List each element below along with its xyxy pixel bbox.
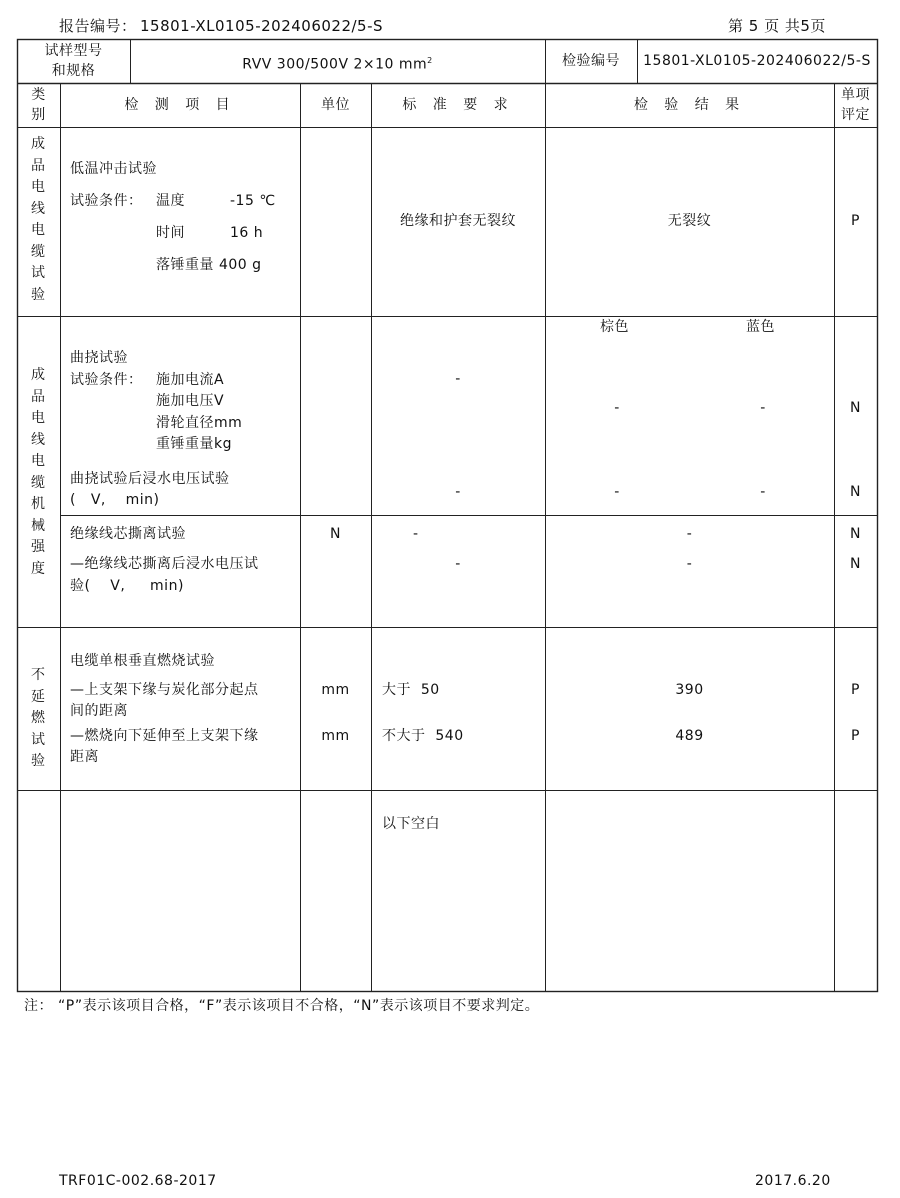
sec3-item2-unit: mm bbox=[321, 728, 350, 744]
sec2-tear-voltage-verdict: N bbox=[850, 556, 861, 572]
sec2-voltage-standard: - bbox=[455, 484, 461, 500]
sec3-item1-standard: 大于 50 bbox=[382, 682, 440, 698]
report-number-label: 报告编号： bbox=[59, 17, 137, 35]
sec2-flex-title: 曲挠试验 bbox=[70, 350, 128, 366]
sec3-item1-line1: —上支架下缘与炭化部分起点 bbox=[70, 682, 259, 698]
sec2-cond4: 重锤重量kg bbox=[156, 436, 232, 452]
sample-model-superscript: 2 bbox=[427, 56, 433, 65]
sec1-cond2-name: 时间 bbox=[156, 225, 185, 241]
sec3-item2-result: 489 bbox=[675, 728, 704, 744]
sec2-tear-verdict: N bbox=[850, 526, 861, 542]
sample-model bbox=[130, 52, 545, 74]
sec2-result-col-brown: 棕色 bbox=[600, 319, 629, 335]
form-code: TRF01C-002.68-2017 bbox=[59, 1173, 217, 1189]
sec2-flex-result-blue: - bbox=[760, 400, 766, 416]
sec2-cond2: 施加电压V bbox=[156, 393, 225, 409]
sec1-verdict: P bbox=[851, 213, 860, 229]
sec1-cond3: 落锤重量 400 g bbox=[156, 257, 262, 273]
sec3-item2-line1: —燃烧向下延伸至上支架下缘 bbox=[70, 728, 259, 744]
sample-label-line1: 试样型号 bbox=[44, 43, 103, 59]
sec2-tear-unit: N bbox=[330, 526, 341, 542]
header-verdict-line2: 评定 bbox=[841, 107, 870, 123]
sec1-title: 低温冲击试验 bbox=[70, 161, 157, 177]
sec2-tear-voltage-line1: —绝缘线芯撕离后浸水电压试 bbox=[70, 556, 259, 572]
sec2-condition-label: 试验条件： bbox=[70, 372, 143, 388]
sec2-voltage-result-brown: - bbox=[614, 484, 620, 500]
sec2-flex-result-brown: - bbox=[614, 400, 620, 416]
sec3-item2-verdict: P bbox=[851, 728, 860, 744]
header-category-line2: 别 bbox=[31, 107, 46, 123]
sec2-voltage-result-blue: - bbox=[760, 484, 766, 500]
header-unit: 单位 bbox=[321, 97, 350, 113]
report-number: 15801-XL0105-202406022/5-S bbox=[140, 17, 384, 35]
sec2-voltage-title-line1: 曲挠试验后浸水电压试验 bbox=[70, 471, 230, 487]
header-standard: 标 准 要 求 bbox=[402, 97, 514, 113]
sec2-result-col-blue: 蓝色 bbox=[746, 319, 775, 335]
header-category-line1: 类 bbox=[31, 87, 46, 103]
sec2-tear-title: 绝缘线芯撕离试验 bbox=[70, 526, 186, 542]
footnote: 注： “P”表示该项目合格，“F”表示该项目不合格，“N”表示该项目不要求判定。 bbox=[24, 998, 540, 1014]
sec1-cond1-name: 温度 bbox=[156, 193, 185, 209]
sec1-result: 无裂纹 bbox=[667, 213, 712, 229]
sec2-tear-voltage-line2: 验( V, min) bbox=[70, 578, 184, 594]
sec1-cond2-value: 16 h bbox=[230, 225, 264, 241]
sec1-cond1-value: -15 ℃ bbox=[230, 193, 276, 209]
sec3-item2-standard: 不大于 540 bbox=[382, 728, 464, 744]
header-item: 检 测 项 目 bbox=[124, 97, 236, 113]
sec2-tear-voltage-result: - bbox=[686, 556, 693, 572]
sec3-item1-result: 390 bbox=[675, 682, 704, 698]
sec2-cond1: 施加电流A bbox=[156, 372, 225, 388]
sec3-item2-line2: 距离 bbox=[70, 749, 99, 765]
section2-category: 成 品 电 线 电 缆 机 械 强 度 bbox=[31, 367, 45, 577]
sec3-item1-unit: mm bbox=[321, 682, 350, 698]
sec2-flex-verdict: N bbox=[850, 400, 861, 416]
section1-category: 成 品 电 线 电 缆 试 验 bbox=[31, 136, 45, 303]
sec3-item1-line2: 间的距离 bbox=[70, 703, 128, 719]
header-verdict-line1: 单项 bbox=[841, 87, 870, 103]
sec2-flex-standard: - bbox=[455, 371, 461, 387]
sec2-tear-result: - bbox=[686, 526, 693, 542]
sec2-tear-voltage-standard: - bbox=[455, 556, 461, 572]
sample-model-text: RVV 300/500V 2×10 mm bbox=[242, 56, 428, 73]
sec2-voltage-title-line2: ( V, min) bbox=[70, 492, 160, 508]
inspection-number-label: 检验编号 bbox=[562, 53, 620, 69]
inspection-number: 15801-XL0105-202406022/5-S bbox=[643, 53, 871, 69]
page-indicator: 第 5 页 共5页 bbox=[728, 17, 826, 35]
sec2-cond3: 滑轮直径mm bbox=[156, 415, 243, 431]
header-result: 检 验 结 果 bbox=[633, 97, 746, 113]
sec3-item1-verdict: P bbox=[851, 682, 860, 698]
sample-label-line2: 和规格 bbox=[51, 63, 96, 79]
section3-category: 不 延 燃 试 验 bbox=[31, 667, 45, 769]
sec2-tear-standard: - bbox=[413, 526, 419, 542]
sec1-condition-label: 试验条件： bbox=[70, 193, 143, 209]
sec1-standard: 绝缘和护套无裂纹 bbox=[400, 213, 516, 229]
form-date: 2017.6.20 bbox=[755, 1173, 831, 1189]
blank-below-marker: 以下空白 bbox=[382, 816, 440, 832]
sec2-voltage-verdict: N bbox=[850, 484, 861, 500]
sec3-title: 电缆单根垂直燃烧试验 bbox=[70, 653, 215, 669]
